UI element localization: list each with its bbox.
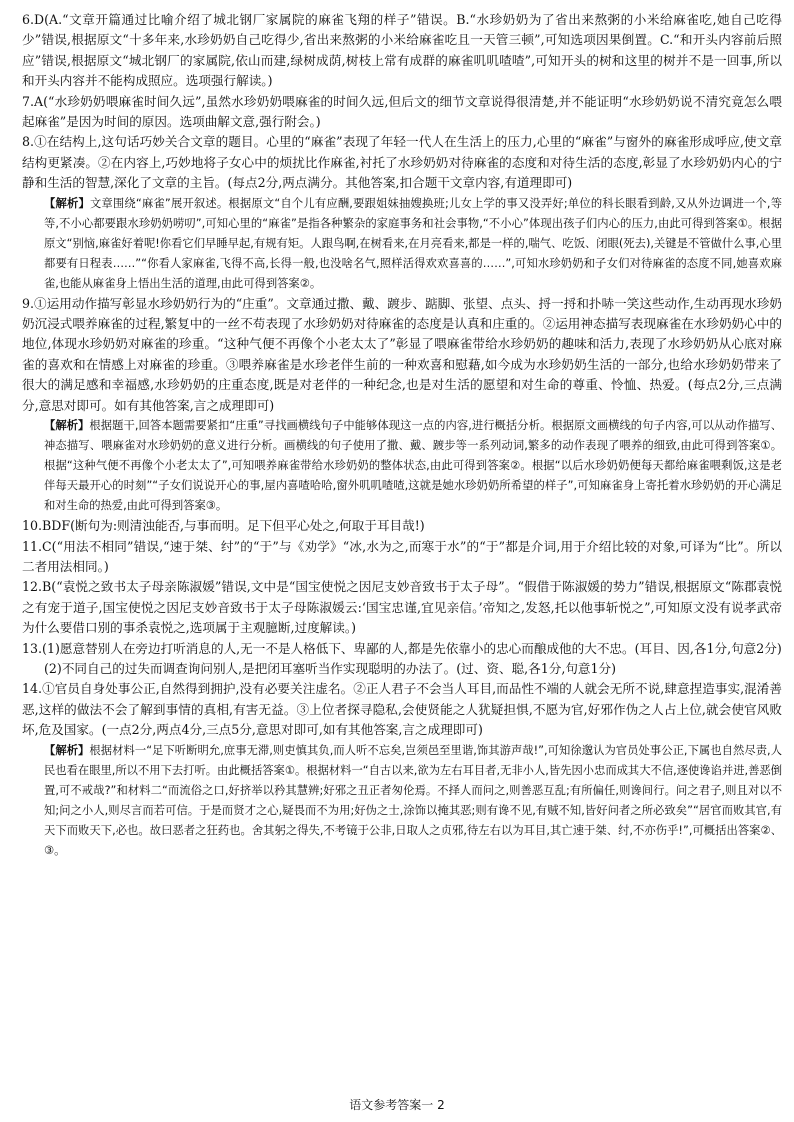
- question-number: 12.: [22, 579, 43, 595]
- answer-subitem: (2)不同自己的过失而调查询问别人,是把闭耳塞听当作实现聪明的办法了。(过、资、聪,各1分,句意1分): [44, 660, 617, 676]
- answer-item-12: [22, 577, 782, 638]
- answer-item-8: [22, 132, 782, 193]
- analysis-block-14: [22, 741, 782, 861]
- analysis-block-9: [22, 416, 782, 516]
- answer-item-14: [22, 679, 782, 740]
- analysis-block-8: [22, 194, 782, 294]
- question-number: 7.: [22, 93, 35, 109]
- page-footer: 语文参考答案一 2: [349, 1098, 445, 1112]
- question-number: 14.: [22, 681, 43, 697]
- answer-text: B(“袁悦之致书太子母亲陈淑媛”错误,文中是“国宝使悦之因尼支妙音致书于太子母”。“假借于陈淑媛的势力”错误,根据原文“陈郡袁悦之有宠于道子,国宝使悦之因尼支妙音致书于太子母陈淑媛云:‘国宝忠谨,宜见亲信。’帝知之,发怒,托以他事斩悦之”,可知原文没有说孝武帝为什么要借口别的事杀袁悦之,选项属于主观臆断,过度解读。): [22, 579, 782, 636]
- analysis-text: 根据材料一“足下听断明允,庶事无滞,则吏慎其负,而人听不忘矣,岂须邑至里谐,饰其游声哉!”,可知徐邈认为官员处事公正,下属也自然尽责,人民也看在眼里,所以不用下去打听。由此概括答案①。根据材料一“自古以来,欲为左右耳目者,无非小人,皆先因小忠而成其大不信,逐使谗谄并进,善恶倒置,可不戒哉?”和材料二“而流俗之口,好挤举以矜其慧辨;好邪之丑正者匆伦焉。不择人而问之,则善恶互乱;有所偏任,则谗间行。问之君子,则且对以不知;问之小人,则尽言而若可信。于是而贤才之心,疑畏而不为用;好伪之士,涂饰以掩其恶;则有谗不见,有贼不知,皆好问者之所必致矣”“居官而败其官,有天下而败天下,必也。故曰恶者之狂药也。舍其躬之得失,不考镜于公非,日取人之贞邪,待左右以为耳目,其亡速于桀、纣,不亦伤乎!”,可概括出答案②、③。: [44, 743, 782, 857]
- question-number: 11.: [22, 538, 43, 554]
- answer-item-13: [22, 639, 782, 680]
- answer-item-11: [22, 537, 782, 578]
- answer-item-9: [22, 294, 782, 416]
- answer-text: BDF(断句为:则清浊能否,与事而明。足下但平心处之,何取于耳目哉!): [42, 518, 425, 534]
- analysis-tag: 【解析】: [44, 419, 90, 433]
- answer-text: A(“水珍奶奶喂麻雀时间久远”,虽然水珍奶奶喂麻雀的时间久远,但后文的细节文章说得很清楚,并不能证明“水珍奶奶说不清究竟怎么喂起麻雀”是因为时间的原因。选项曲解文意,强行附会。): [22, 93, 782, 130]
- answer-item-10: [22, 516, 782, 536]
- answer-text: (1)愿意替别人在旁边打听消息的人,无一不是人格低下、卑鄙的人,都是先依靠小的忠心而酿成他的大不忠。(耳目、因,各1分,句意2分): [42, 640, 782, 656]
- question-number: 10.: [22, 518, 43, 534]
- answer-text: ①运用动作描写彰显水珍奶奶行为的“庄重”。文章通过撒、戴、踱步、踮脚、张望、点头、捋一捋和扑哧一笑这些动作,生动再现水珍奶奶沉浸式喂养麻雀的过程,繁复中的一丝不苟表现了水珍奶奶对待麻雀的态度是认真和庄重的。②运用神态描写表现麻雀在水珍奶奶心中的地位,体现水珍奶奶对麻雀的珍重。“这种气便不再像个小老太太了”彰显了喂麻雀带给水珍奶奶的趣味和活力,表现了水珍奶奶从心底对麻雀的喜欢和在情感上对麻雀的珍重。③喂养麻雀是水珍老伴生前的一种欢喜和慰藉,如今成为水珍奶奶生活的一部分,也给水珍奶奶带来了很大的满足感和幸福感,水珍奶奶的庄重态度,既是对老伴的一种纪念,也是对生活的愿望和对生命的尊重、怜恤、热爱。(每点2分,三点满分,意思对即可。如有其他答案,言之成理即可): [22, 295, 782, 413]
- answer-text: C(“用法不相同”错误,“速于桀、纣”的“于”与《劝学》“冰,水为之,而寒于水”的“于”都是介词,用于介绍比较的对象,可译为“比”。所以二者用法相同。): [22, 538, 782, 574]
- question-number: 9.: [22, 295, 35, 311]
- analysis-tag: 【解析】: [44, 196, 90, 210]
- question-number: 6.: [22, 12, 35, 27]
- answer-text: D(A.“文章开篇通过比喻介绍了城北钢厂家属院的麻雀飞翔的样子”错误。B.“水珍奶奶为了省出来熬粥的小米给麻雀吃,她自己吃得少”错误,根据原文“十多年来,水珍奶奶自己吃得少,省出来熬粥的小米给麻雀吃且一天管三顿”,可知选项因果倒置。C.“和开头内容前后照应”错误,根据原文“城北钢厂的家属院,依山而建,绿树成荫,树枝上常有成群的麻雀叽叽喳喳”,可知开头的树和这里的树并不是一回事,所以和开头内容并不能构成照应。选项强行解读。): [22, 12, 782, 89]
- answer-page: [22, 10, 782, 861]
- analysis-text: 文章围绕“麻雀”展开叙述。根据原文“自个儿有应酬,要跟姐妹抽嫂换班;儿女上学的事又没弄好;单位的科长眼看到龄,又从外边调进一个,等等,不小心都要跟水珍奶奶唠叨”,可知心里的“麻雀”是指各种繁杂的家庭事务和社会事物,“不小心”体现出孩子们内心的压力,由此可得到答案①。根据原文“别恼,麻雀好着呢!你看它们早睡早起,有规有矩。人跟鸟啊,在树看来,在月亮看来,都是一样的,喘气、吃饭、闭眼(死去),关键是不管做什么事,心里都要有日程表……”“你看人家麻雀,飞得不高,长得一般,也没啥名气,照样活得欢欢喜喜的……”,可知水珍奶奶和子女们对待麻雀的态度不同,她喜欢麻雀,也能从麻雀身上悟出生活的道理,由此可得到答案②。: [44, 196, 782, 290]
- answer-text: ①官员自身处事公正,自然得到拥护,没有必要关注虚名。②正人君子不会当人耳目,而品性不端的人就会无所不说,肆意捏造事实,混淆善恶,这样的做法不会了解到事情的真相,有害无益。③上位者探寻隐私,会使贤能之人犹疑担惧,不愿为官,好邪作伪之人占上位,就会使官风败坏,危及国家。(一点2分,两点4分,三点5分,意思对即可,如有其他答案,言之成理即可): [22, 681, 782, 738]
- question-number: 8.: [22, 134, 35, 150]
- question-number: 13.: [22, 640, 43, 656]
- answer-item-7: [22, 92, 782, 133]
- answer-text: ①在结构上,这句话巧妙关合文章的题目。心里的“麻雀”表现了年轻一代人在生活上的压力,心里的“麻雀”与窗外的麻雀形成呼应,使文章结构更紧凑。②在内容上,巧妙地将子女心中的烦扰比作麻雀,衬托了水珍奶奶对待麻雀的态度和对待生活的态度,彰显了水珍奶奶内心的宁静和生活的智慧,深化了文章的主旨。(每点2分,两点满分。其他答案,扣合题干文章内容,有道理即可): [22, 134, 782, 191]
- analysis-tag: 【解析】: [44, 743, 90, 757]
- answer-item-6: [22, 10, 782, 92]
- analysis-text: 根据题干,回答本题需要紧扣“庄重”寻找画横线句子中能够体现这一点的内容,进行概括分析。根据原文画横线的句子内容,可以从动作描写、神态描写、喂麻雀对水珍奶奶的意义进行分析。画横线的句子使用了撒、戴、踱步等一系列动词,繁多的动作表现了喂养的细致,由此可得到答案①。根据“这种气便不再像个小老太太了”,可知喂养麻雀带给水珍奶奶的整体状态,由此可得到答案②。根据“以后水珍奶奶便每天都给麻雀喂剩饭,这是老伴每天最开心的时刻”“子女们说说开心的事,屋内喜喳哈哈,窗外叽叽喳喳,这就是她水珍奶奶所希望的样子”,可知麻雀身上寄托着水珍奶奶的开心满足和对生命的热爱,由此可得到答案③。: [44, 419, 782, 513]
